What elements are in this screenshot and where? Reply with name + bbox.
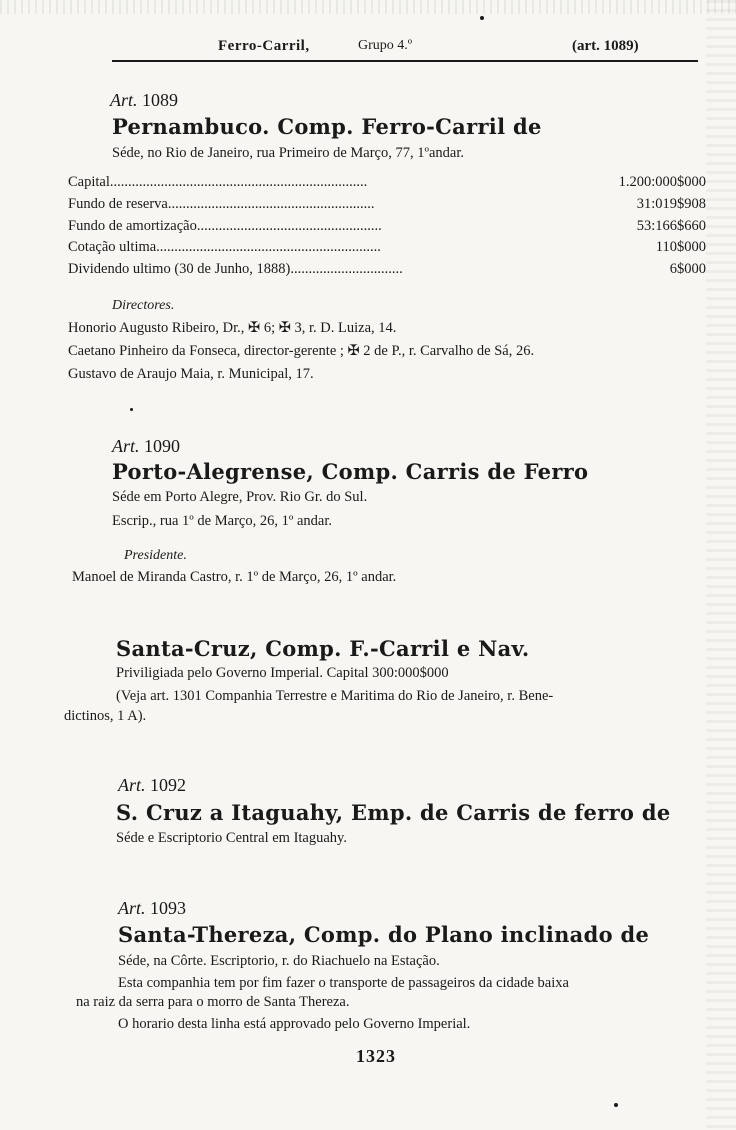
article-1092-heading: S. Cruz a Itaguahy, Emp. de Carris de ferro de [116, 800, 671, 825]
ink-speck [480, 16, 484, 20]
director-entry: Gustavo de Araujo Maia, r. Municipal, 17. [68, 366, 314, 382]
directors-heading: Directores. [112, 298, 175, 313]
director-entry: Honorio Augusto Ribeiro, Dr., ✠ 6; ✠ 3, r. D. Luiza, 14. [68, 320, 397, 336]
ink-speck [130, 408, 133, 411]
article-label-prefix: Art. [118, 898, 146, 918]
president-heading: Presidente. [124, 548, 187, 563]
article-label-prefix: Art. [110, 90, 138, 110]
article-1093-line: O horario desta linha está approvado pelo Governo Imperial. [118, 1016, 471, 1032]
article-1093-line: na raiz da serra para o morro de Santa Thereza. [76, 994, 350, 1010]
financial-value-dividendo: 6$000 [669, 261, 706, 277]
santa-cruz-line: dictinos, 1 A). [64, 708, 147, 724]
running-head-group: Grupo 4.º [358, 38, 413, 53]
article-1093-line: Esta companhia tem por fim fazer o transporte de passageiros da cidade baixa [118, 975, 569, 991]
page-number: 1323 [356, 1046, 396, 1066]
article-1093-heading: Santa-Thereza, Comp. do Plano inclinado de [118, 922, 650, 947]
ink-speck [614, 1103, 618, 1107]
president-entry: Manoel de Miranda Castro, r. 1º de Março, 26, 1º andar. [72, 569, 397, 585]
financial-label-reserva: Fundo de reserva......................................................... [68, 196, 375, 212]
article-1092-label [118, 775, 186, 796]
article-label-number: 1090 [144, 436, 181, 456]
financial-label-capital: Capital....................................................................... [68, 174, 368, 190]
article-1090-label [112, 436, 180, 457]
article-1089-heading: Pernambuco. Comp. Ferro-Carril de [112, 114, 542, 139]
financial-label-dividendo: Dividendo ultimo (30 de Junho, 1888)............................... [68, 261, 403, 277]
article-label-prefix: Art. [118, 775, 146, 795]
page-right-edge [706, 0, 736, 1130]
financial-value-amortizacao: 53:166$660 [636, 218, 706, 234]
financial-label-cotacao: Cotação ultima.............................................................. [68, 239, 381, 255]
santa-cruz-line: (Veja art. 1301 Companhia Terrestre e Maritima do Rio de Janeiro, r. Bene- [116, 688, 554, 704]
article-1093-label [118, 898, 186, 919]
financial-label-amortizacao: Fundo de amortização................................................... [68, 218, 382, 234]
article-1090-seat: Séde em Porto Alegre, Prov. Rio Gr. do Sul. [112, 489, 368, 505]
article-1090-office: Escrip., rua 1º de Março, 26, 1º andar. [112, 513, 332, 529]
running-head [200, 38, 700, 60]
article-label-prefix: Art. [112, 436, 140, 456]
header-rule [112, 60, 698, 62]
article-label-number: 1093 [150, 898, 187, 918]
page-top-edge [0, 0, 736, 14]
article-1092-seat: Séde e Escriptorio Central em Itaguahy. [116, 830, 347, 846]
article-1090-heading: Porto-Alegrense, Comp. Carris de Ferro [112, 459, 589, 484]
article-1093-line: Séde, na Côrte. Escriptorio, r. do Riachuelo na Estação. [118, 953, 440, 969]
running-head-title: Ferro-Carril, [218, 38, 310, 54]
article-1089-address: Séde, no Rio de Janeiro, rua Primeiro de Março, 77, 1ºandar. [112, 145, 465, 161]
financial-value-capital: 1.200:000$000 [618, 174, 706, 190]
financial-value-cotacao: 110$000 [655, 239, 706, 255]
running-head-art-ref: (art. 1089) [572, 38, 639, 54]
article-1089-label [110, 90, 178, 111]
director-entry: Caetano Pinheiro da Fonseca, director-gerente ; ✠ 2 de P., r. Carvalho de Sá, 26. [68, 343, 535, 359]
financial-value-reserva: 31:019$908 [636, 196, 706, 212]
santa-cruz-heading: Santa-Cruz, Comp. F.-Carril e Nav. [116, 636, 530, 661]
article-label-number: 1089 [142, 90, 179, 110]
santa-cruz-line: Priviligiada pelo Governo Imperial. Capital 300:000$000 [116, 665, 449, 681]
article-label-number: 1092 [150, 775, 187, 795]
